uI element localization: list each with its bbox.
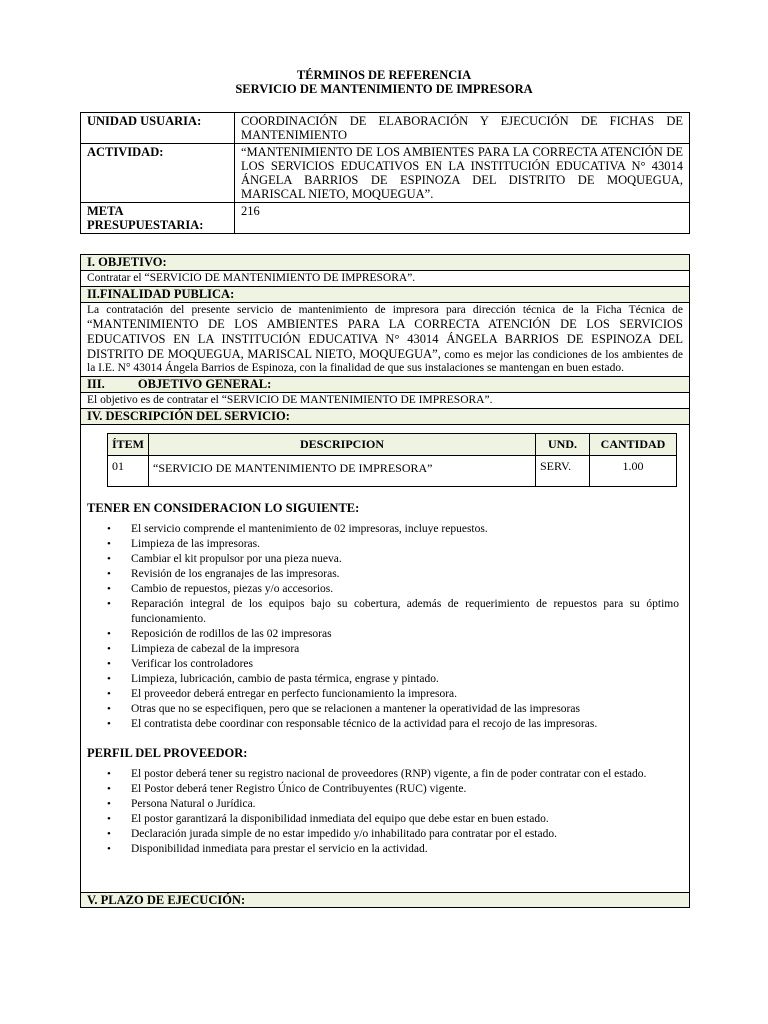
document-titles [0, 68, 768, 96]
cell-und: SERV. [536, 456, 590, 487]
info-label: META PRESUPUESTARIA: [81, 203, 235, 234]
info-row-actividad [81, 144, 690, 203]
perfil-heading: PERFIL DEL PROVEEDOR: [87, 746, 248, 760]
section-number: III. [87, 377, 105, 391]
finalidad-text [81, 303, 689, 377]
list-item: • Otras que no se especifiquen, pero que se relacionen a mantener la operatividad de las impresoras [131, 702, 679, 717]
finalidad-text-c: como es mejor las condiciones de los ambientes de la I.E. N° 43014 Ángela Barrios de Espinoza, con la finalidad de que sus instalaciones se mantengan en buen estado. [87, 349, 683, 374]
section-header-objetivo: I. OBJETIVO: [81, 255, 689, 271]
objetivo-text: Contratar el “SERVICIO DE MANTENIMIENTO DE IMPRESORA”. [81, 271, 689, 287]
info-value: “MANTENIMIENTO DE LOS AMBIENTES PARA LA CORRECTA ATENCIÓN DE LOS SERVICIOS EDUCATIVOS EN LA INSTITUCIÓN EDUCATIVA N° 43014 ÁNGELA BARRIOS DE ESPINOZA DEL DISTRITO DE MOQUEGUA, MARISCAL NIETO, MOQUEGUA”. [235, 144, 690, 203]
document-title: TÉRMINOS DE REFERENCIA [296, 68, 472, 82]
section-header-objetivo-general [81, 377, 689, 393]
list-item: • Revisión de los engranajes de las impresoras. [131, 567, 679, 582]
column-header-item: ÍTEM [108, 434, 149, 456]
list-item: • El postor deberá tener su registro nacional de proveedores (RNP) vigente, a fin de poder contratar con el estado. [131, 767, 679, 782]
service-items-table [107, 433, 677, 487]
list-item: • El servicio comprende el mantenimiento de 02 impresoras, incluye repuestos. [131, 522, 679, 537]
list-item: • Cambio de repuestos, piezas y/o accesorios. [131, 582, 679, 597]
consideracion-heading: TENER EN CONSIDERACION LO SIGUIENTE: [87, 501, 360, 515]
list-item: • Persona Natural o Jurídica. [131, 797, 679, 812]
finalidad-text-a: La contratación del presente servicio de mantenimiento de impresora para dirección técnica de la Ficha Técnica de [87, 304, 683, 316]
list-item: • Reposición de rodillos de las 02 impresoras [131, 627, 679, 642]
list-item: • El Postor deberá tener Registro Único de Contribuyentes (RUC) vigente. [131, 782, 679, 797]
info-value: COORDINACIÓN DE ELABORACIÓN Y EJECUCIÓN DE FICHAS DE MANTENIMIENTO [235, 113, 690, 144]
info-label: ACTIVIDAD: [81, 144, 235, 203]
section-header-finalidad: II.FINALIDAD PUBLICA: [81, 287, 689, 303]
info-label: UNIDAD USUARIA: [81, 113, 235, 144]
list-item: • Declaración jurada simple de no estar impedido y/o inhabilitado para contratar por el estado. [131, 827, 679, 842]
cell-item: 01 [108, 456, 149, 487]
objetivo-general-text: El objetivo es de contratar el “SERVICIO DE MANTENIMIENTO DE IMPRESORA”. [81, 393, 689, 409]
info-row-unidad [81, 113, 690, 144]
list-item: • Limpieza de cabezal de la impresora [131, 642, 679, 657]
list-item: • Cambiar el kit propulsor por una pieza nueva. [131, 552, 679, 567]
cell-cantidad: 1.00 [590, 456, 677, 487]
info-row-meta [81, 203, 690, 234]
section-header-plazo: V. PLAZO DE EJECUCIÓN: [81, 892, 689, 907]
list-item: • Reparación integral de los equipos bajo su cobertura, además de requerimiento de repuestos para su óptimo funcionamiento. [131, 597, 679, 627]
column-header-descripcion: DESCRIPCION [149, 434, 536, 456]
section-header-descripcion: IV. DESCRIPCIÓN DEL SERVICIO: [81, 409, 689, 425]
cell-descripcion: “SERVICIO DE MANTENIMIENTO DE IMPRESORA” [149, 456, 536, 487]
main-section-box [80, 254, 690, 908]
section-title: OBJETIVO GENERAL: [137, 377, 272, 391]
document-subtitle: SERVICIO DE MANTENIMIENTO DE IMPRESORA [235, 82, 533, 96]
info-value: 216 [235, 203, 690, 234]
column-header-und: UND. [536, 434, 590, 456]
list-item: • Limpieza, lubricación, cambio de pasta térmica, engrase y pintado. [131, 672, 679, 687]
list-item: • Verificar los controladores [131, 657, 679, 672]
perfil-list [81, 767, 689, 857]
table-row [108, 456, 677, 487]
consideracion-list [81, 522, 689, 732]
info-table [80, 112, 690, 234]
list-item: • Disponibilidad inmediata para prestar el servicio en la actividad. [131, 842, 679, 857]
finalidad-text-b: “MANTENIMIENTO DE LOS AMBIENTES PARA LA CORRECTA ATENCIÓN DE LOS SERVICIOS EDUCATIVOS EN LA INSTITUCIÓN EDUCATIVA N° 43014 ÁNGELA BARRIOS DE ESPINOZA DEL DISTRITO DE MOQUEGUA, MARISCAL NIETO, MOQUEGUA”, [87, 317, 683, 361]
table-header-row [108, 434, 677, 456]
column-header-cantidad: CANTIDAD [590, 434, 677, 456]
list-item: • Limpieza de las impresoras. [131, 537, 679, 552]
list-item: • El postor garantizará la disponibilidad inmediata del equipo que debe estar en buen estado. [131, 812, 679, 827]
list-item: • El proveedor deberá entregar en perfecto funcionamiento la impresora. [131, 687, 679, 702]
list-item: • El contratista debe coordinar con responsable técnico de la actividad para el recojo de las impresoras. [131, 717, 679, 732]
